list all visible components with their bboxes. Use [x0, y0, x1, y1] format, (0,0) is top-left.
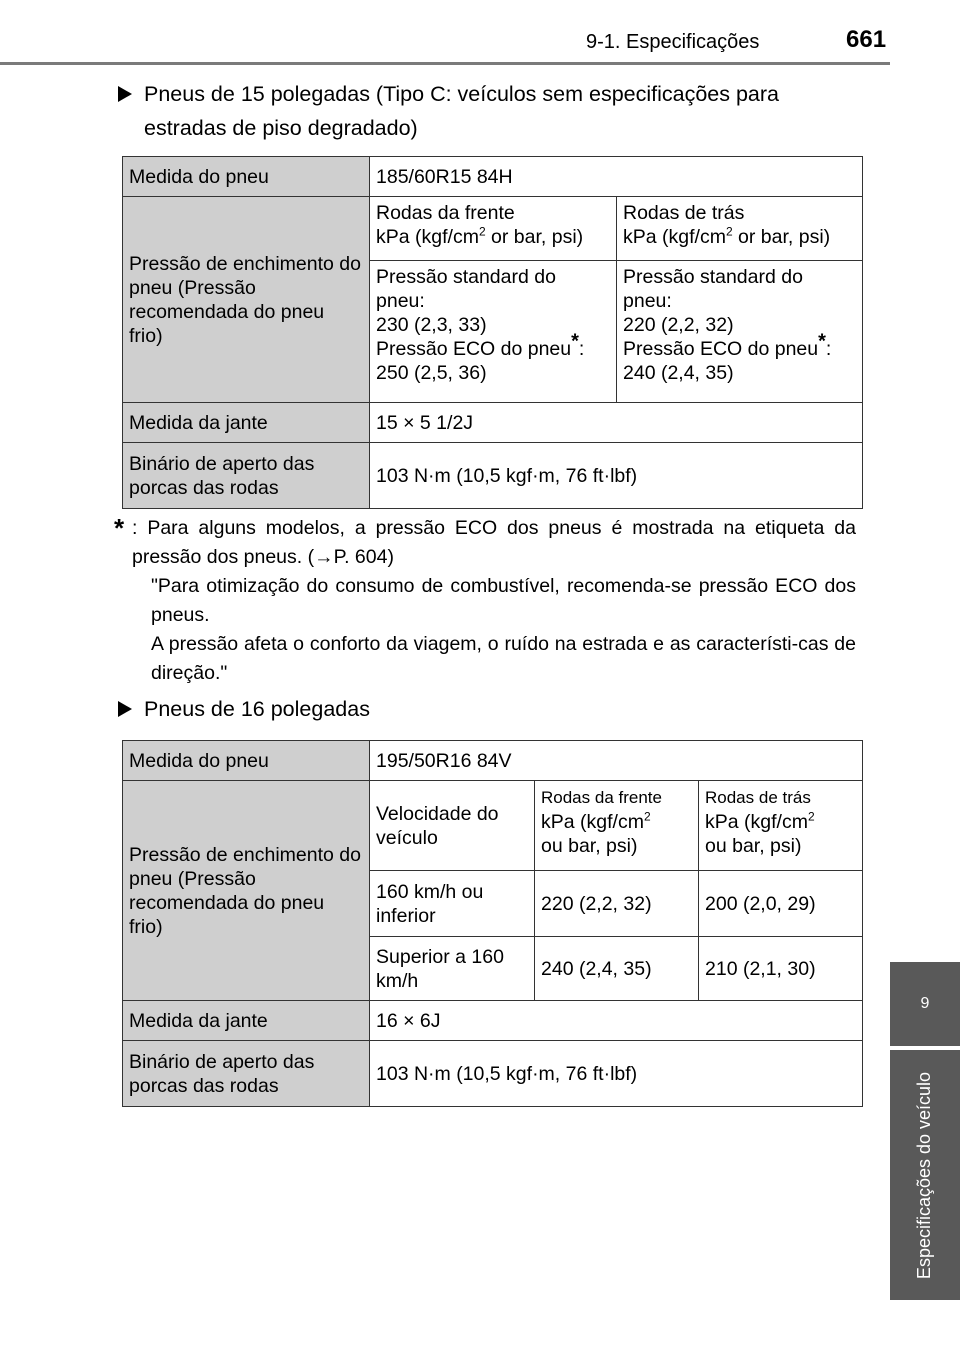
rear-pressure-value: 210 (2,1, 30): [699, 937, 863, 1001]
inflation-pressure-label: Pressão de enchimento do pneu (Pressão recomendada do pneu frio): [123, 781, 370, 1001]
rear-pressure-value: Pressão standard do pneu: 220 (2,2, 32) Pressão ECO do pneu*: 240 (2,4, 35): [617, 261, 863, 403]
tire-size-label: Medida do pneu: [123, 157, 370, 197]
vehicle-speed-header: Velocidade do veículo: [370, 781, 535, 871]
triangle-right-icon: [118, 77, 132, 112]
front-wheels-header: Rodas da frente kPa ($kgf/cm^2$ ou bar, psi): [535, 781, 699, 871]
tire-size-value: 185/60R15 84H: [370, 157, 863, 197]
footnote: [114, 514, 856, 688]
footnote-line: : Para alguns modelos, a pressão ECO dos pneus é mostrada na etiqueta da pressão dos pneus. (→P. 604): [132, 517, 856, 568]
section2-heading: [118, 692, 860, 726]
triangle-right-icon: [118, 692, 132, 727]
footnote-line: "Para otimização do consumo de combustível, recomenda-se pressão ECO dos pneus.: [151, 575, 856, 626]
page-number: 661: [846, 26, 887, 53]
footnote-line: A pressão afeta o conforto da viagem, o ruído na estrada e as característi-cas de direção.": [151, 633, 856, 684]
table-row: [123, 197, 863, 261]
chapter-title: Especificações do veículo: [914, 1071, 935, 1279]
table-row: [123, 1001, 863, 1041]
rear-wheels-header: Rodas de trás kPa ($kgf/cm^2$ ou bar, psi): [699, 781, 863, 871]
tire-size-label: Medida do pneu: [123, 741, 370, 781]
rim-size-value: 16 × 6J: [370, 1001, 863, 1041]
tire-size-value: 195/50R16 84V: [370, 741, 863, 781]
speed-value: 160 km/h ou inferior: [370, 871, 535, 937]
front-wheels-header: Rodas da frente kPa ($kgf/cm^2$ or bar, psi): [370, 197, 617, 261]
table-row: [123, 443, 863, 509]
wheel-nut-torque-label: Binário de aperto das porcas das rodas: [123, 1041, 370, 1107]
front-pressure-value: Pressão standard do pneu: 230 (2,3, 33) Pressão ECO do pneu*: 250 (2,5, 36): [370, 261, 617, 403]
chapter-number: 9: [920, 995, 930, 1012]
tire-spec-table-15in: [122, 156, 863, 509]
chapter-tab-label[interactable]: [890, 1050, 960, 1300]
wheel-nut-torque-label: Binário de aperto das porcas das rodas: [123, 443, 370, 509]
section2-title: Pneus de 16 polegadas: [144, 697, 370, 721]
table-row: [123, 157, 863, 197]
tire-spec-table-16in: [122, 740, 863, 1107]
section1-heading: [118, 77, 860, 145]
section1-title: Pneus de 15 polegadas (Tipo C: veículos sem especificações para estradas de piso degradado): [144, 82, 780, 140]
inflation-pressure-label: Pressão de enchimento do pneu (Pressão recomendada do pneu frio): [123, 197, 370, 403]
rear-wheels-header: Rodas de trás kPa ($kgf/cm^2$ or bar, psi): [617, 197, 863, 261]
rim-size-label: Medida da jante: [123, 403, 370, 443]
wheel-nut-torque-value: 103 N·m (10,5 kgf·m, 76 ft·lbf): [370, 443, 863, 509]
front-pressure-value: 220 (2,2, 32): [535, 871, 699, 937]
table-row: [123, 403, 863, 443]
footnote-mark: *: [114, 513, 125, 543]
header-rule: [0, 62, 890, 65]
front-pressure-value: 240 (2,4, 35): [535, 937, 699, 1001]
speed-value: Superior a 160 km/h: [370, 937, 535, 1001]
rim-size-label: Medida da jante: [123, 1001, 370, 1041]
rear-pressure-value: 200 (2,0, 29): [699, 871, 863, 937]
rim-size-value: 15 × 5 1/2J: [370, 403, 863, 443]
section-header: 9-1. Especificações: [586, 31, 760, 53]
wheel-nut-torque-value: 103 N·m (10,5 kgf·m, 76 ft·lbf): [370, 1041, 863, 1107]
chapter-tab-number[interactable]: [890, 962, 960, 1046]
table-row: [123, 781, 863, 871]
table-row: [123, 1041, 863, 1107]
table-row: [123, 741, 863, 781]
